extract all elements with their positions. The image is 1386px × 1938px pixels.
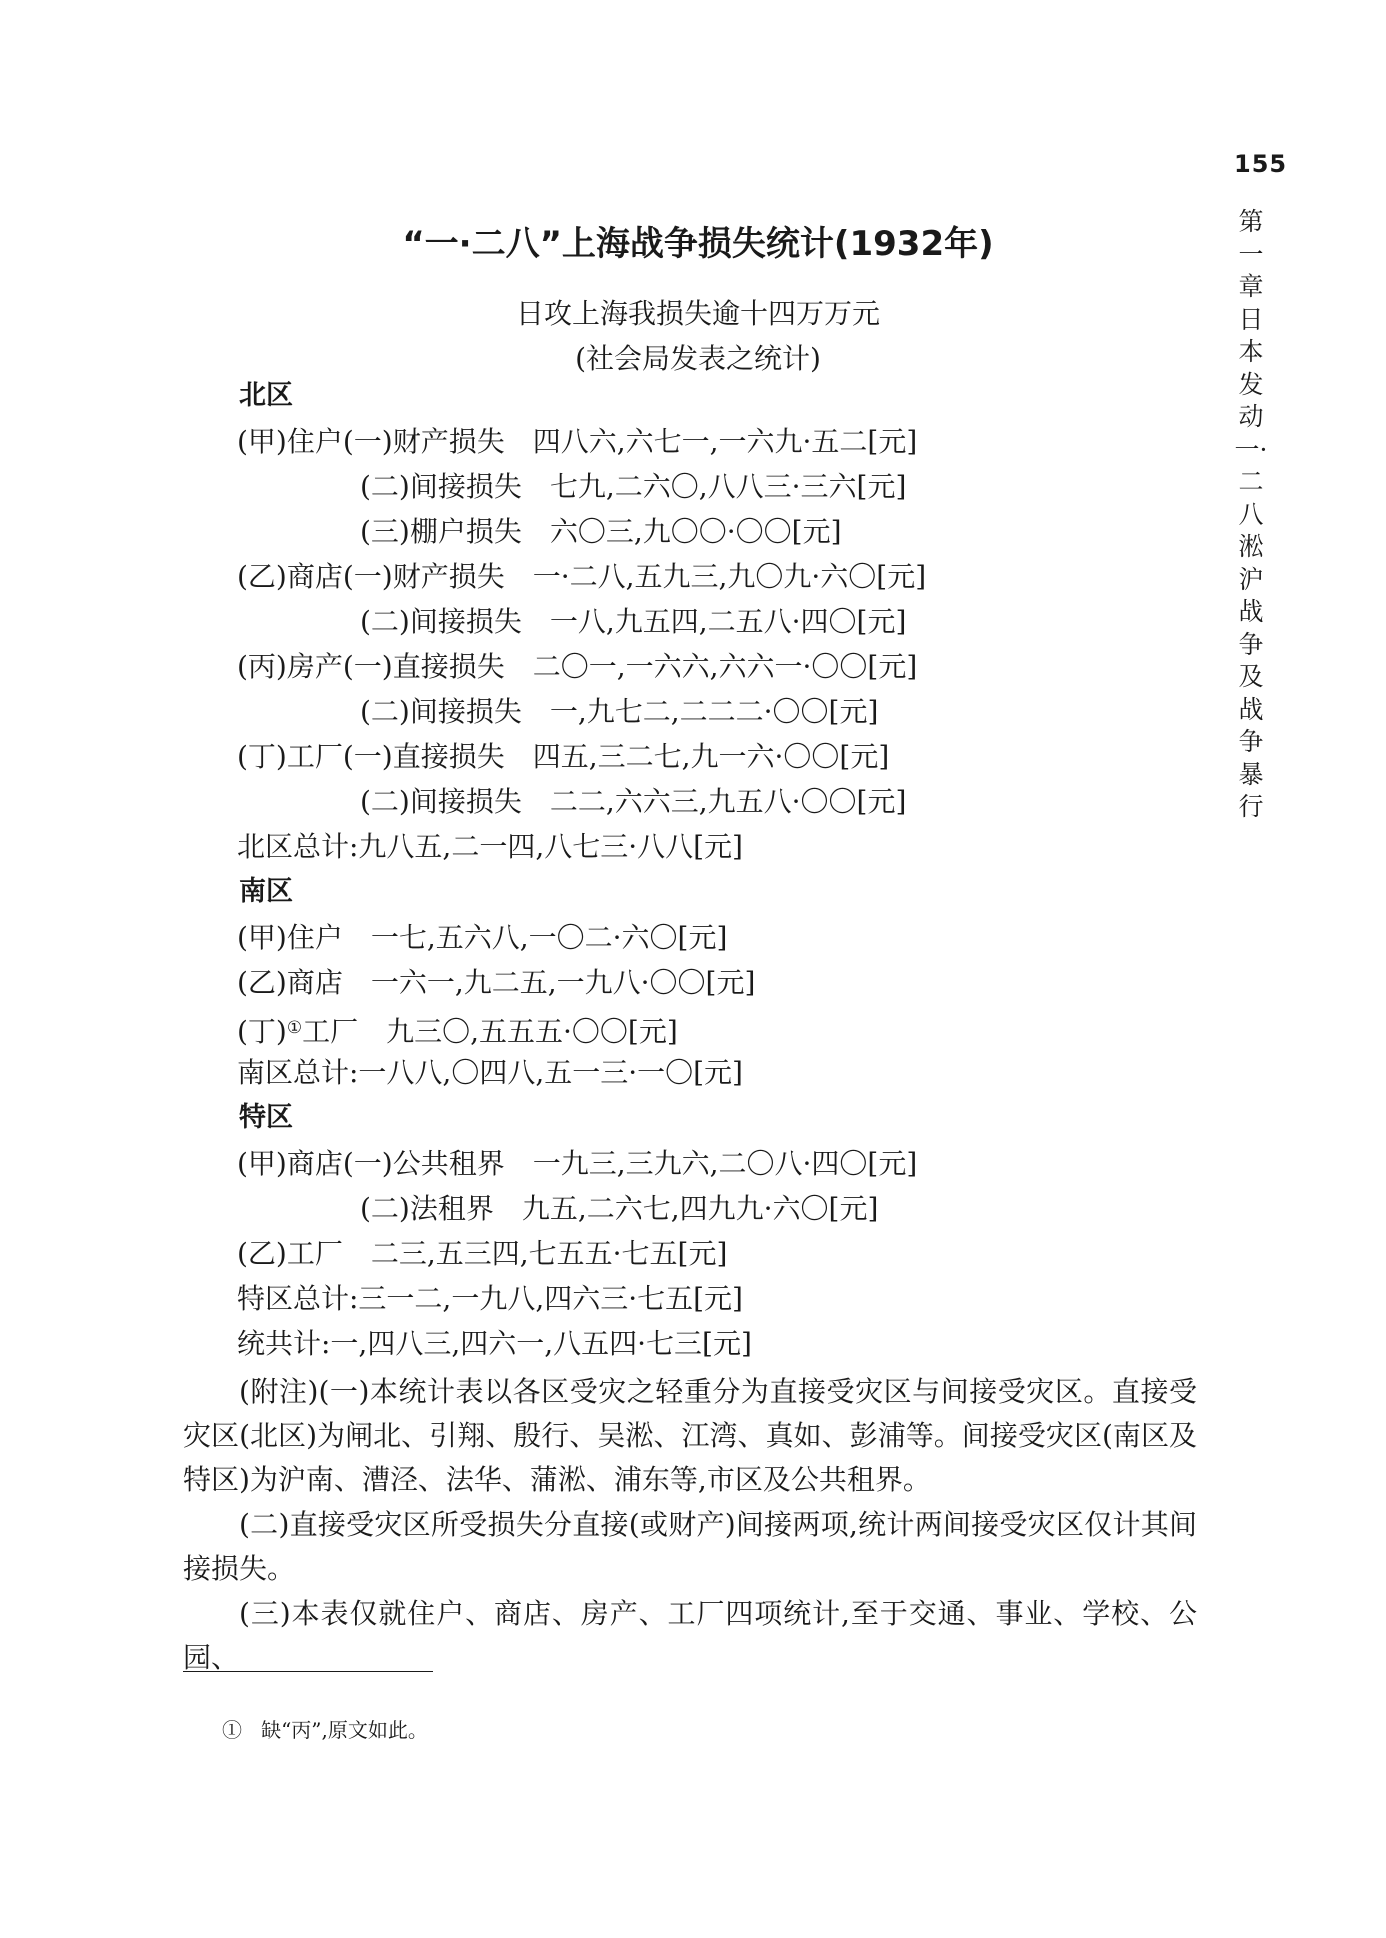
north-row-shop-indirect: (二)间接损失 一八,九五四,二五八·四〇[元] (360, 605, 907, 638)
south-row-shop: (乙)商店 一六一,九二五,一九八·〇〇[元] (237, 966, 756, 999)
note-paragraph-3: (三)本表仅就住户、商店、房产、工厂四项统计,至于交通、事业、学校、公园、 (183, 1597, 1197, 1674)
north-row-factory-indirect: (二)间接损失 二二,六六三,九五八·〇〇[元] (360, 785, 907, 818)
south-district-heading: 南区 (239, 876, 293, 907)
footnote-text: 缺“丙”,原文如此。 (261, 1718, 428, 1742)
south-row-factory-value: 工厂 九三〇,五五五·〇〇[元] (302, 1015, 678, 1048)
special-district-heading: 特区 (239, 1102, 293, 1133)
north-row-shack-loss: (三)棚户损失 六〇三,九〇〇·〇〇[元] (360, 515, 842, 548)
footnote-divider (183, 1671, 433, 1672)
south-district-total: 南区总计:一八八,〇四八,五一三·一〇[元] (237, 1056, 743, 1089)
grand-total: 统共计:一,四八三,四六一,八五四·七三[元] (237, 1327, 752, 1360)
chapter-running-header: 第一章 日本发动一·二八淞沪战争及战争暴行 (1234, 207, 1268, 821)
north-district-heading: 北区 (239, 380, 293, 411)
footnote-reference-mark: ① (286, 1018, 303, 1038)
subtitle-source: (社会局发表之统计) (575, 342, 821, 375)
note-paragraph-1: (附注)(一)本统计表以各区受灾之轻重分为直接受灾区与间接受灾区。直接受灾区(北区)为闸北、引翔、殷行、吴淞、江湾、真如、彭浦等。间接受灾区(南区及特区)为沪南、漕泾、法华、蒲淞、浦东等,市区及公共租界。 (183, 1375, 1197, 1496)
north-district-total: 北区总计:九八五,二一四,八七三·八八[元] (237, 830, 743, 863)
north-row-realestate-indirect: (二)间接损失 一,九七二,二二二·〇〇[元] (360, 695, 879, 728)
note-paragraph-2: (二)直接受灾区所受损失分直接(或财产)间接两项,统计两间接受灾区仅计其间接损失。 (183, 1508, 1197, 1585)
south-row-household: (甲)住户 一七,五六八,一〇二·六〇[元] (237, 921, 728, 954)
south-row-factory-prefix: (丁) (237, 1015, 287, 1048)
special-row-french-concession: (二)法租界 九五,二六七,四九九·六〇[元] (360, 1192, 879, 1225)
footnote-mark: ① (222, 1718, 242, 1742)
north-row-factory-direct: (丁)工厂(一)直接损失 四五,三二七,九一六·〇〇[元] (237, 740, 890, 773)
special-row-international-settlement: (甲)商店(一)公共租界 一九三,三九六,二〇八·四〇[元] (237, 1147, 918, 1180)
south-row-factory (237, 1010, 678, 1050)
subtitle-headline: 日攻上海我损失逾十四万万元 (515, 297, 880, 330)
north-row-household-property: (甲)住户(一)财产损失 四八六,六七一,一六九·五二[元] (237, 425, 918, 458)
special-district-total: 特区总计:三一二,一九八,四六三·七五[元] (237, 1282, 743, 1315)
footnote (222, 1714, 428, 1743)
north-row-shop-property: (乙)商店(一)财产损失 一·二八,五九三,九〇九·六〇[元] (237, 560, 927, 593)
north-row-realestate-direct: (丙)房产(一)直接损失 二〇一,一六六,六六一·〇〇[元] (237, 650, 918, 683)
page-number: 155 (1234, 150, 1288, 178)
document-title: “一·二八”上海战争损失统计(1932年) (402, 224, 994, 264)
special-row-factory: (乙)工厂 二三,五三四,七五五·七五[元] (237, 1237, 728, 1270)
north-row-household-indirect: (二)间接损失 七九,二六〇,八八三·三六[元] (360, 470, 907, 503)
